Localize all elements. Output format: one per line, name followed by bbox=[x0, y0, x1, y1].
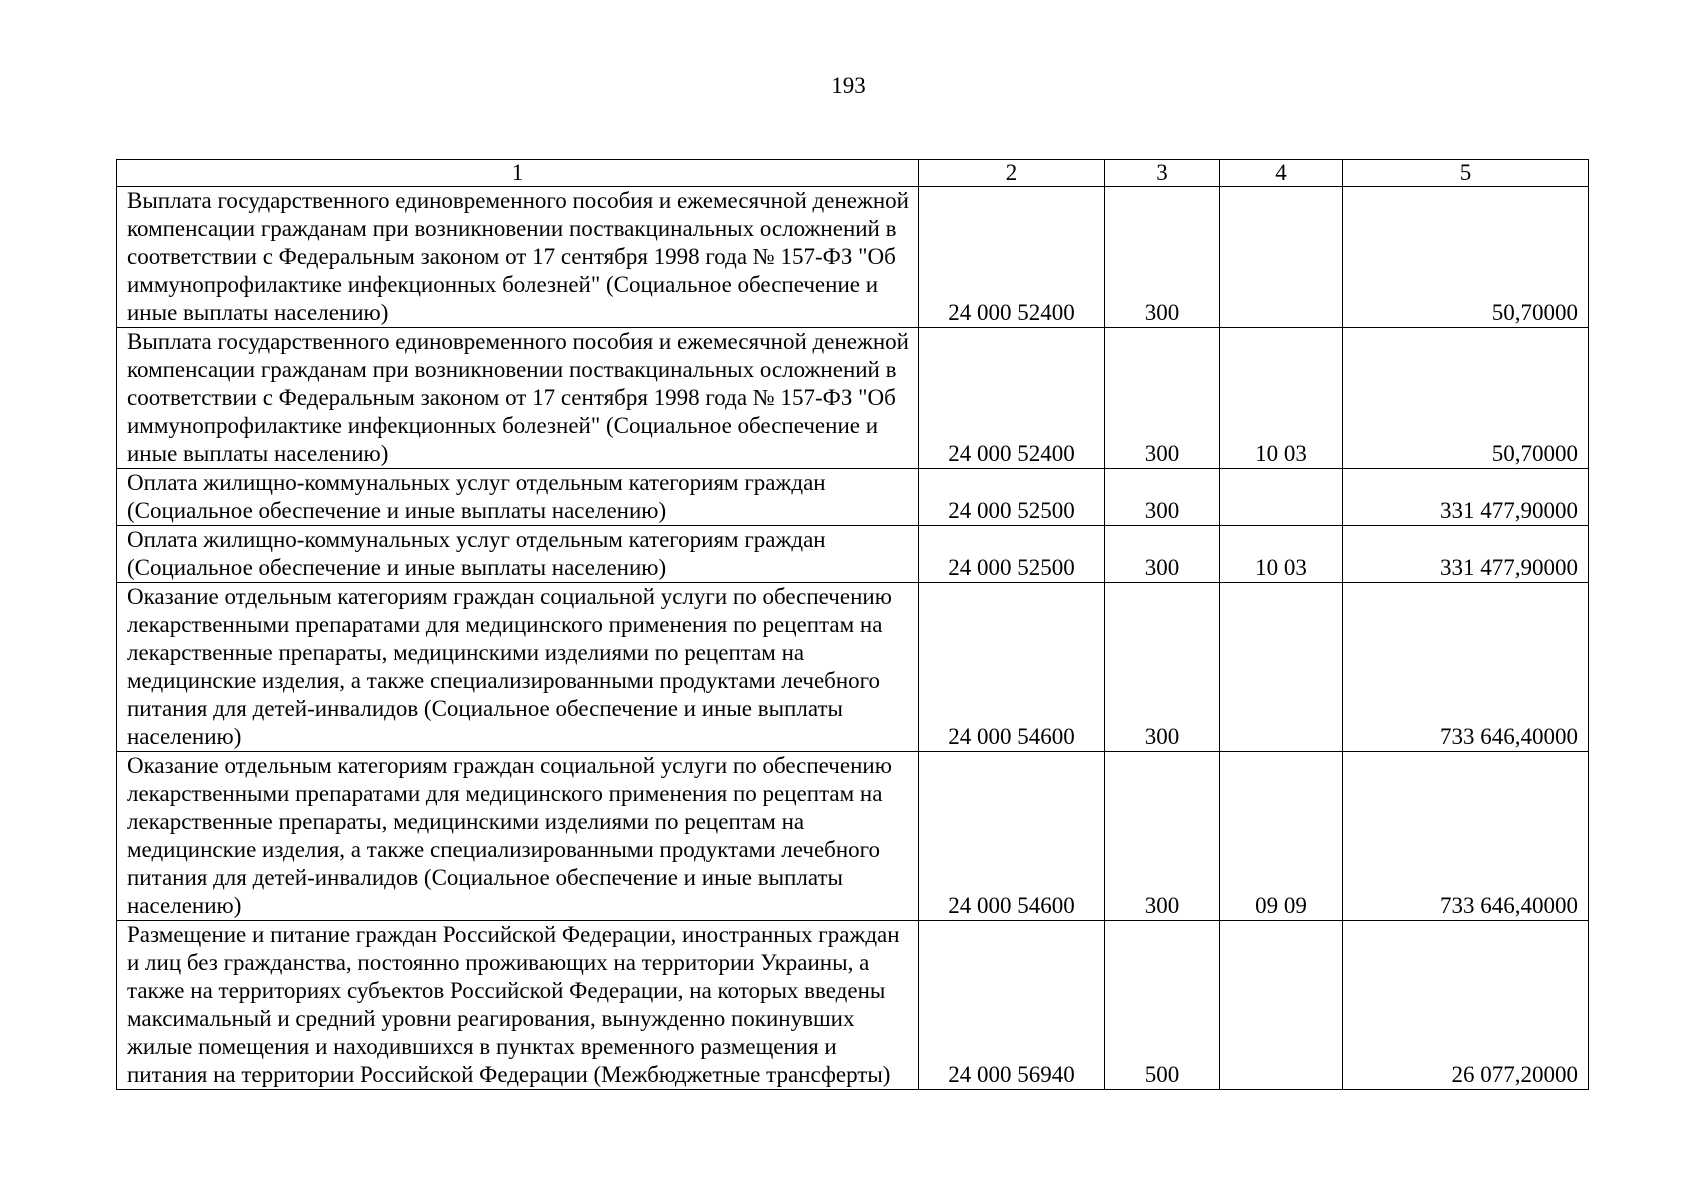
row-amount: 733 646,40000 bbox=[1343, 583, 1589, 752]
row-expense-type: 300 bbox=[1105, 583, 1220, 752]
header-row bbox=[117, 160, 1589, 187]
table-row bbox=[117, 187, 1589, 328]
table-row bbox=[117, 328, 1589, 469]
row-target-code: 24 000 52400 bbox=[919, 187, 1105, 328]
header-col-2: 2 bbox=[919, 160, 1105, 187]
row-section: 10 03 bbox=[1220, 526, 1343, 583]
row-amount: 26 077,20000 bbox=[1343, 921, 1589, 1090]
row-description: Оказание отдельным категориям граждан социальной услуги по обеспечению лекарственными препаратами для медицинского применения по рецептам на лекарственные препараты, медицинскими изделиями по рецептам на медицинские изделия, а также специализированными продуктами лечебного питания для детей-инвалидов (Социальное обеспечение и иные выплаты населению) bbox=[117, 752, 919, 921]
table-row bbox=[117, 583, 1589, 752]
header-col-3: 3 bbox=[1105, 160, 1220, 187]
row-amount: 50,70000 bbox=[1343, 187, 1589, 328]
row-section bbox=[1220, 469, 1343, 526]
row-description: Оплата жилищно-коммунальных услуг отдельным категориям граждан (Социальное обеспечение и иные выплаты населению) bbox=[117, 526, 919, 583]
row-section bbox=[1220, 921, 1343, 1090]
row-expense-type: 300 bbox=[1105, 469, 1220, 526]
row-expense-type: 500 bbox=[1105, 921, 1220, 1090]
table-row bbox=[117, 469, 1589, 526]
row-target-code: 24 000 56940 bbox=[919, 921, 1105, 1090]
table-row bbox=[117, 752, 1589, 921]
row-target-code: 24 000 52500 bbox=[919, 526, 1105, 583]
row-description: Выплата государственного единовременного пособия и ежемесячной денежной компенсации гражданам при возникновении поствакцинальных осложнений в соответствии с Федеральным законом от 17 сентября 1998 года № 157-ФЗ "Об иммунопрофилактике инфекционных болезней" (Социальное обеспечение и иные выплаты населению) bbox=[117, 328, 919, 469]
row-description: Выплата государственного единовременного пособия и ежемесячной денежной компенсации гражданам при возникновении поствакцинальных осложнений в соответствии с Федеральным законом от 17 сентября 1998 года № 157-ФЗ "Об иммунопрофилактике инфекционных болезней" (Социальное обеспечение и иные выплаты населению) bbox=[117, 187, 919, 328]
table-row bbox=[117, 921, 1589, 1090]
page-number: 193 bbox=[831, 73, 866, 98]
row-expense-type: 300 bbox=[1105, 752, 1220, 921]
row-section bbox=[1220, 583, 1343, 752]
row-description: Оплата жилищно-коммунальных услуг отдельным категориям граждан (Социальное обеспечение и иные выплаты населению) bbox=[117, 469, 919, 526]
header-col-4: 4 bbox=[1220, 160, 1343, 187]
row-section bbox=[1220, 187, 1343, 328]
row-expense-type: 300 bbox=[1105, 328, 1220, 469]
row-section: 10 03 bbox=[1220, 328, 1343, 469]
row-amount: 50,70000 bbox=[1343, 328, 1589, 469]
row-expense-type: 300 bbox=[1105, 187, 1220, 328]
budget-table bbox=[116, 159, 1589, 1090]
table-row bbox=[117, 526, 1589, 583]
row-amount: 331 477,90000 bbox=[1343, 526, 1589, 583]
row-target-code: 24 000 54600 bbox=[919, 752, 1105, 921]
row-target-code: 24 000 52400 bbox=[919, 328, 1105, 469]
row-section: 09 09 bbox=[1220, 752, 1343, 921]
header-col-5: 5 bbox=[1343, 160, 1589, 187]
row-description: Размещение и питание граждан Российской Федерации, иностранных граждан и лиц без гражданства, постоянно проживающих на территории Украины, а также на территориях субъектов Российской Федерации, на которых введены максимальный и средний уровни реагирования, вынужденно покинувших жилые помещения и находившихся в пунктах временного размещения и питания на территории Российской Федерации (Межбюджетные трансферты) bbox=[117, 921, 919, 1090]
row-target-code: 24 000 54600 bbox=[919, 583, 1105, 752]
header-col-1: 1 bbox=[117, 160, 919, 187]
row-amount: 331 477,90000 bbox=[1343, 469, 1589, 526]
row-target-code: 24 000 52500 bbox=[919, 469, 1105, 526]
row-description: Оказание отдельным категориям граждан социальной услуги по обеспечению лекарственными препаратами для медицинского применения по рецептам на лекарственные препараты, медицинскими изделиями по рецептам на медицинские изделия, а также специализированными продуктами лечебного питания для детей-инвалидов (Социальное обеспечение и иные выплаты населению) bbox=[117, 583, 919, 752]
row-expense-type: 300 bbox=[1105, 526, 1220, 583]
row-amount: 733 646,40000 bbox=[1343, 752, 1589, 921]
